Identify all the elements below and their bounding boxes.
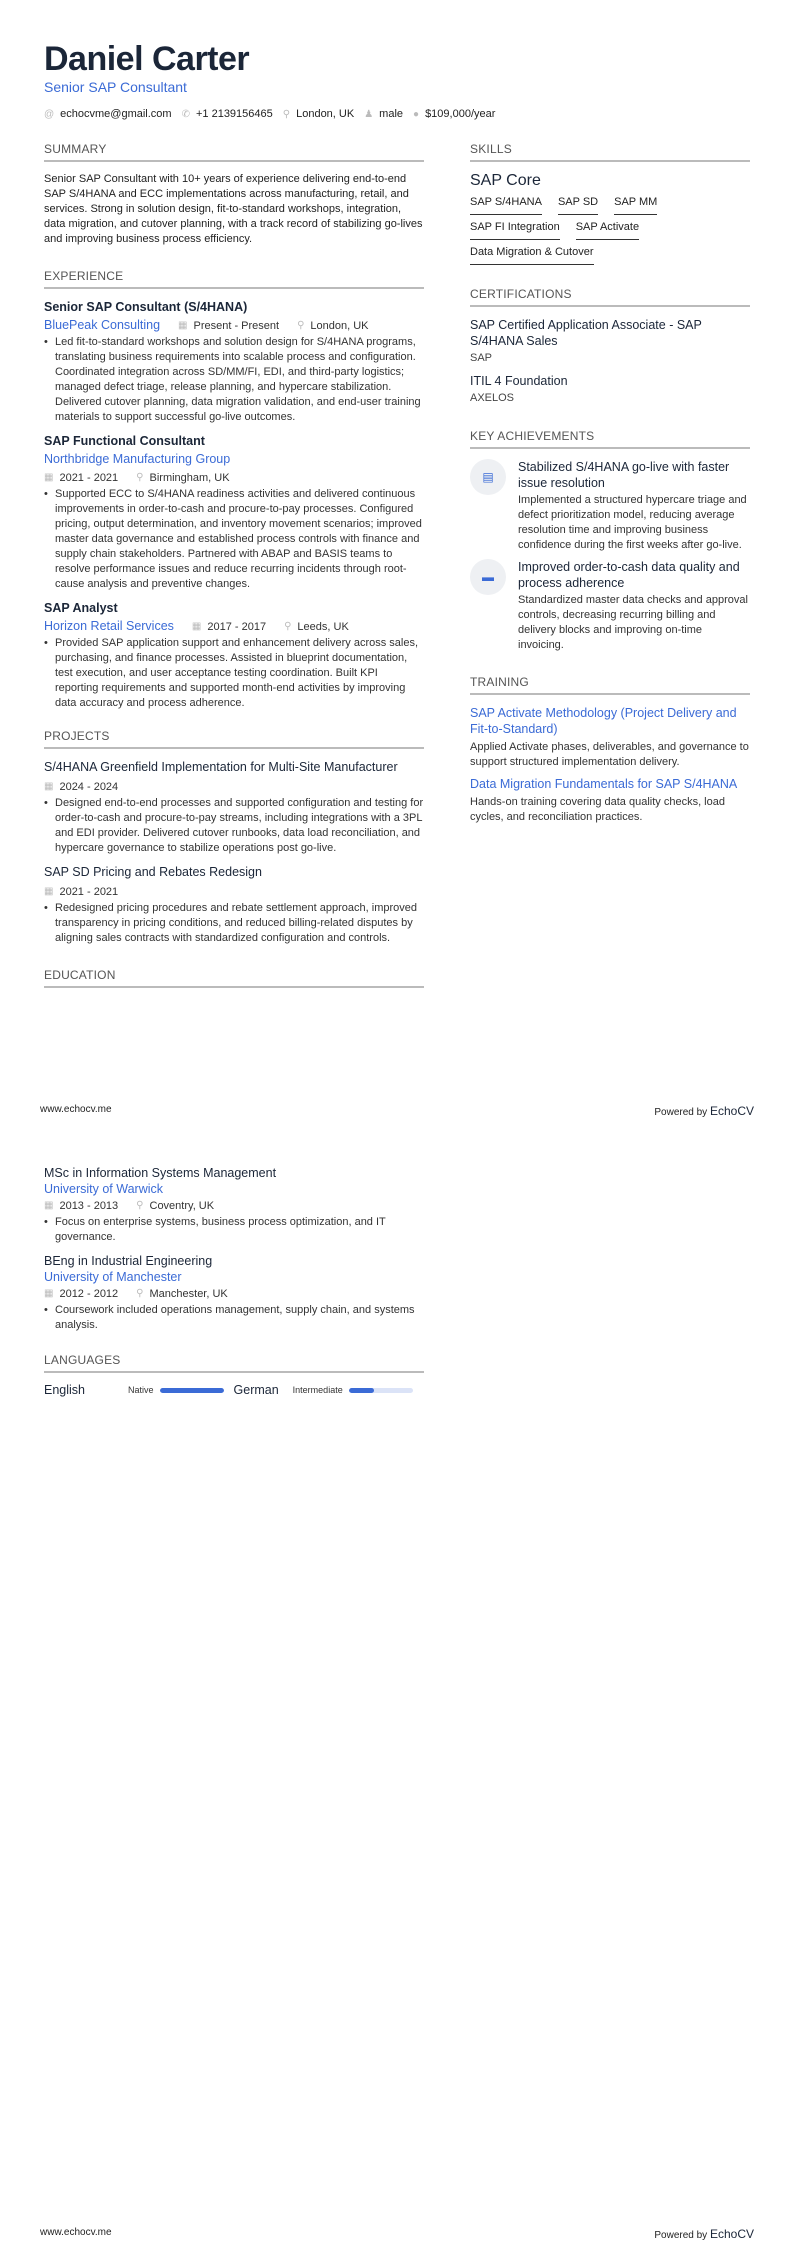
- degree: MSc in Information Systems Management: [44, 1166, 277, 1180]
- location-icon: ⚲: [282, 108, 291, 120]
- education-item: [44, 1165, 424, 1245]
- calendar-icon: ▦: [44, 472, 54, 483]
- section-heading: PROJECTS: [44, 729, 424, 749]
- school: University of Warwick: [44, 1182, 163, 1196]
- calendar-icon: ▦: [191, 620, 202, 632]
- page-footer: [40, 2227, 754, 2241]
- location-icon: ⚲: [284, 620, 292, 632]
- location-icon: ⚲: [136, 1200, 144, 1211]
- job-title: SAP Functional Consultant: [44, 434, 205, 448]
- powered-by: Powered by: [654, 2230, 708, 2241]
- language-level: Native: [128, 1385, 154, 1395]
- bullet: • Led fit-to-standard workshops and solution design for S/4HANA programs, translating business requirements into scalable process and configuration. Coordinated integration across SD/MM/FI, EDI, and third-party logistics; managed defect triage, release planning, and hypercare stabilization. Delivered cutover planning, data migration validation, and end-user training materials to support successful go-live outcomes.: [44, 335, 424, 425]
- calendar-icon: ▦: [178, 319, 188, 331]
- languages-section: [44, 1353, 424, 1397]
- section-heading: SUMMARY: [44, 142, 424, 162]
- language-level: Intermediate: [292, 1385, 343, 1395]
- location: Coventry, UK: [149, 1200, 215, 1212]
- skill-tag: SAP SD: [558, 196, 598, 215]
- footer-url[interactable]: www.echocv.me: [40, 1104, 112, 1115]
- page-2: [0, 1123, 794, 2246]
- cert-name: SAP Certified Application Associate - SAP S/4HANA Sales: [470, 318, 702, 348]
- dates: 2017 - 2017: [207, 620, 267, 633]
- skill-tag: SAP Activate: [576, 221, 639, 240]
- bullet: • Supported ECC to S/4HANA readiness activities and delivered continuous improvements in order-to-cash and procure-to-pay processes. Configured pricing, output determination, and inventory movement scenarios; improved master data governance and established process controls with finance and supply chain stakeholders. Partnered with ABAP and BASIS teams to resolve performance issues and reduce recurring incidents through root-cause analysis and preventive changes.: [44, 487, 424, 592]
- dates: 2024 - 2024: [59, 781, 119, 793]
- training-title: SAP Activate Methodology (Project Delivery and Fit-to-Standard): [470, 706, 737, 736]
- summary-section: [44, 142, 424, 247]
- location-icon: ⚲: [297, 319, 305, 331]
- location-icon: ⚲: [136, 472, 144, 483]
- brand-logo: EchoCV: [709, 1104, 754, 1118]
- experience-item: [44, 600, 424, 711]
- company: BluePeak Consulting: [44, 318, 161, 332]
- cert-issuer: AXELOS: [470, 392, 515, 404]
- section-heading: EXPERIENCE: [44, 269, 424, 289]
- section-heading: CERTIFICATIONS: [470, 287, 750, 307]
- certifications-section: [470, 287, 750, 407]
- section-heading: EDUCATION: [44, 968, 424, 988]
- right-column: [470, 142, 750, 847]
- dates: Present - Present: [193, 319, 280, 332]
- skills-section: [470, 142, 750, 265]
- company: Northbridge Manufacturing Group: [44, 452, 231, 466]
- school: University of Manchester: [44, 1270, 182, 1284]
- footer-url[interactable]: www.echocv.me: [40, 2227, 112, 2238]
- job-title: SAP Analyst: [44, 601, 118, 615]
- page-footer: [40, 1104, 754, 1118]
- left-column: [44, 142, 424, 1010]
- company: Horizon Retail Services: [44, 619, 174, 633]
- money-icon: ●: [413, 108, 420, 120]
- email[interactable]: echocvme@gmail.com: [60, 108, 172, 120]
- achievement-desc: Implemented a structured hypercare triage and defect prioritization model, reducing average resolution time and improving business confidence during the first weeks after go-live.: [518, 494, 747, 551]
- project-title: SAP SD Pricing and Rebates Redesign: [44, 865, 262, 879]
- training-desc: Hands-on training covering data quality checks, load cycles, and reconciliation practices.: [470, 796, 725, 823]
- job-title: Senior SAP Consultant (S/4HANA): [44, 300, 248, 314]
- achievement-item: [470, 459, 750, 553]
- cert-name: ITIL 4 Foundation: [470, 374, 568, 388]
- location: Birmingham, UK: [149, 472, 230, 484]
- section-heading: TRAINING: [470, 675, 750, 695]
- location: Leeds, UK: [297, 620, 349, 633]
- cert-issuer: SAP: [470, 352, 493, 364]
- experience-item: [44, 299, 424, 425]
- salary: $109,000/year: [425, 108, 496, 120]
- summary-text: Senior SAP Consultant with 10+ years of experience delivering end-to-end SAP S/4HANA and ECC implementations across manufacturing, retail, and services. Strong in solution design, fit-to-standard workshops, integration, data migration, and cutover planning, with a track record of stabilizing go-lives and improving business process efficiency.: [44, 173, 423, 245]
- skill-category: SAP Core: [470, 172, 541, 189]
- language-name: English: [44, 1383, 85, 1397]
- training-section: [470, 675, 750, 825]
- project-title: S/4HANA Greenfield Implementation for Multi-Site Manufacturer: [44, 760, 398, 774]
- location: London, UK: [296, 108, 355, 120]
- calendar-icon: ▦: [44, 1288, 54, 1299]
- achievements-section: [470, 429, 750, 653]
- candidate-title: Senior SAP Consultant: [44, 79, 187, 95]
- dates: 2021 - 2021: [59, 472, 119, 484]
- person-icon: ♟: [364, 108, 374, 120]
- section-heading: KEY ACHIEVEMENTS: [470, 429, 750, 449]
- document-search-icon: ▤: [470, 459, 506, 495]
- training-title: Data Migration Fundamentals for SAP S/4HANA: [470, 777, 738, 791]
- contact-bar: [44, 108, 495, 120]
- bullet: • Focus on enterprise systems, business process optimization, and IT governance.: [44, 1215, 424, 1245]
- education-section: [44, 968, 424, 988]
- skill-tag: SAP FI Integration: [470, 221, 560, 240]
- experience-item: [44, 433, 424, 592]
- bullet: • Provided SAP application support and enhancement delivery across sales, purchasing, and finance processes. Assisted in blueprint documentation, test execution, and user acceptance testing coordination. Built KPI reporting requirements and supported month-end activities by improving data accuracy and process adherence.: [44, 636, 424, 711]
- chat-icon: ▬: [470, 559, 506, 595]
- dates: 2012 - 2012: [59, 1288, 119, 1300]
- brand-logo: EchoCV: [709, 2227, 754, 2241]
- calendar-icon: ▦: [44, 1200, 54, 1211]
- project-item: [44, 864, 424, 946]
- achievement-title: Improved order-to-cash data quality and process adherence: [518, 560, 740, 590]
- at-icon: @: [44, 108, 55, 120]
- section-heading: SKILLS: [470, 142, 750, 162]
- phone[interactable]: +1 2139156465: [195, 108, 273, 120]
- dates: 2021 - 2021: [59, 886, 119, 898]
- education-item: [44, 1253, 424, 1333]
- dates: 2013 - 2013: [59, 1200, 119, 1212]
- location: London, UK: [310, 319, 369, 332]
- degree: BEng in Industrial Engineering: [44, 1254, 213, 1268]
- project-item: [44, 759, 424, 856]
- language-name: German: [233, 1383, 279, 1397]
- training-desc: Applied Activate phases, deliverables, and governance to support structured implementation delivery.: [470, 741, 749, 768]
- location: Manchester, UK: [149, 1288, 228, 1300]
- achievement-title: Stabilized S/4HANA go-live with faster issue resolution: [518, 460, 730, 490]
- left-column: [44, 1165, 424, 1419]
- skill-tag: SAP MM: [614, 196, 657, 215]
- powered-by: Powered by: [654, 1107, 708, 1118]
- projects-section: [44, 729, 424, 946]
- language-bar: [160, 1388, 224, 1393]
- calendar-icon: ▦: [44, 781, 54, 792]
- languages-row: [44, 1383, 424, 1397]
- phone-icon: ✆: [181, 108, 190, 120]
- achievement-desc: Standardized master data checks and approval controls, decreasing recurring billing and delivery blocks and improving on-time invoicing.: [518, 594, 748, 651]
- bullet: • Coursework included operations management, supply chain, and systems analysis.: [44, 1303, 424, 1333]
- bullet: • Designed end-to-end processes and supported configuration and testing for order-to-cash and procure-to-pay streams, including integrations with a 3PL and EDI provider. Delivered cutover runbooks, data load reconciliation, and hypercare governance to stabilize operations post go-live.: [44, 796, 424, 856]
- location-icon: ⚲: [136, 1288, 144, 1299]
- experience-section: [44, 269, 424, 711]
- achievement-item: [470, 559, 750, 653]
- section-heading: LANGUAGES: [44, 1353, 424, 1373]
- calendar-icon: ▦: [44, 886, 54, 897]
- language-bar: [349, 1388, 413, 1393]
- gender: male: [379, 108, 404, 120]
- bullet: • Redesigned pricing procedures and rebate settlement approach, improved transparency in pricing conditions, and reduced billing-related disputes by aligning sales contracts with standardized configuration and controls.: [44, 901, 424, 946]
- skill-tag: SAP S/4HANA: [470, 196, 542, 215]
- skill-tag: Data Migration & Cutover: [470, 246, 594, 265]
- candidate-name: Daniel Carter: [44, 40, 250, 78]
